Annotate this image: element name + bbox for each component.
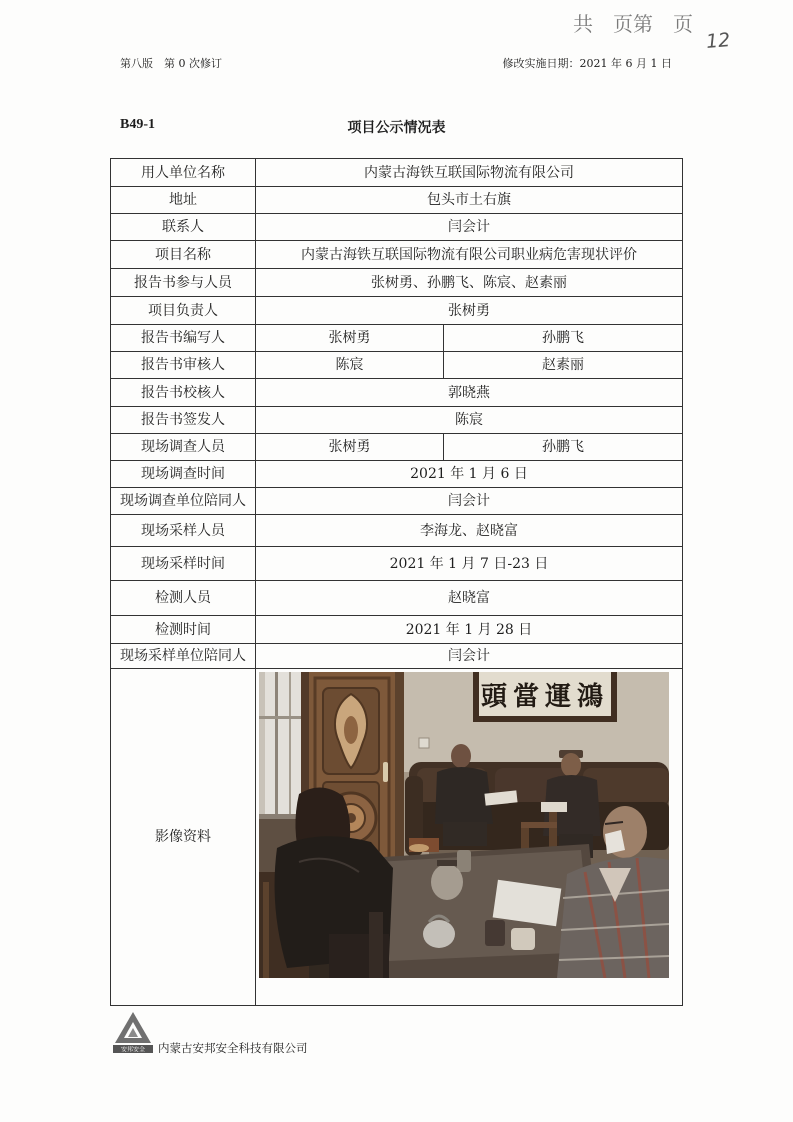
row-value-second: 孙鹏飞 <box>444 434 683 461</box>
row-label: 现场调查人员 <box>111 434 256 461</box>
report-issuer-row <box>111 407 683 434</box>
row-label: 报告书编写人 <box>111 325 256 352</box>
project-leader-row <box>111 297 683 325</box>
project-disclosure-table <box>110 158 683 1006</box>
row-value-second: 赵素丽 <box>444 352 683 379</box>
site-samplers-row <box>111 515 683 547</box>
row-label: 现场采样单位陪同人 <box>111 644 256 669</box>
row-label: 报告书审核人 <box>111 352 256 379</box>
report-writers-row <box>111 325 683 352</box>
row-value: 闫会计 <box>256 644 683 669</box>
row-value: 2021 年 1 月 7 日-23 日 <box>256 547 683 581</box>
row-value-second: 孙鹏飞 <box>444 325 683 352</box>
company-logo <box>112 1010 154 1054</box>
row-label: 用人单位名称 <box>111 159 256 187</box>
project-name-row <box>111 241 683 269</box>
effective-date: 修改实施日期：2021 年 6 月 1 日 <box>502 57 672 70</box>
row-value: 2021 年 1 月 6 日 <box>256 461 683 488</box>
edition-label: 第八版 第 0 次修订 <box>120 57 222 70</box>
row-label: 现场调查单位陪同人 <box>111 488 256 515</box>
row-label: 报告书参与人员 <box>111 269 256 297</box>
report-participants-row <box>111 269 683 297</box>
row-label: 地址 <box>111 187 256 214</box>
site-investigators-row <box>111 434 683 461</box>
employer-name-row <box>111 159 683 187</box>
row-label: 现场采样人员 <box>111 515 256 547</box>
testing-time-row <box>111 616 683 644</box>
image-record-row <box>111 669 683 1006</box>
logo-text: 安邦安全 <box>120 1046 146 1054</box>
row-value: 内蒙古海铁互联国际物流有限公司 <box>256 159 683 187</box>
row-value: 李海龙、赵晓富 <box>256 515 683 547</box>
row-value: 陈宸 <box>256 407 683 434</box>
row-label: 联系人 <box>111 214 256 241</box>
photo-tint <box>259 672 669 978</box>
row-label: 项目负责人 <box>111 297 256 325</box>
row-value-first: 陈宸 <box>256 352 444 379</box>
sampling-escort-row <box>111 644 683 669</box>
site-investigation-escort-row <box>111 488 683 515</box>
report-checker-row <box>111 379 683 407</box>
row-value-first: 张树勇 <box>256 325 444 352</box>
row-label: 现场采样时间 <box>111 547 256 581</box>
company-name: 内蒙古安邦安全科技有限公司 <box>158 1041 308 1055</box>
row-value: 内蒙古海铁互联国际物流有限公司职业病危害现状评价 <box>256 241 683 269</box>
testers-row <box>111 581 683 616</box>
contact-person-row <box>111 214 683 241</box>
row-label: 报告书签发人 <box>111 407 256 434</box>
row-value: 张树勇 <box>256 297 683 325</box>
row-value: 张树勇、孙鹏飞、陈宸、赵素丽 <box>256 269 683 297</box>
address-row <box>111 187 683 214</box>
row-label: 影像资料 <box>111 669 256 1006</box>
site-sampling-time-row <box>111 547 683 581</box>
row-value: 2021 年 1 月 28 日 <box>256 616 683 644</box>
row-label: 报告书校核人 <box>111 379 256 407</box>
page-title: 项目公示情况表 <box>347 120 446 136</box>
site-investigation-time-row <box>111 461 683 488</box>
row-label: 检测人员 <box>111 581 256 616</box>
row-value-first: 张树勇 <box>256 434 444 461</box>
form-code: B49-1 <box>120 117 155 132</box>
row-label: 项目名称 <box>111 241 256 269</box>
row-value: 闫会计 <box>256 214 683 241</box>
page-count-stamp: 共 页第 页 <box>573 12 693 36</box>
row-value: 赵晓富 <box>256 581 683 616</box>
row-label: 检测时间 <box>111 616 256 644</box>
site-photo <box>259 672 669 978</box>
handwritten-page-number: 12 <box>705 28 732 54</box>
photo-cell <box>256 669 683 1006</box>
row-label: 现场调查时间 <box>111 461 256 488</box>
row-value: 闫会计 <box>256 488 683 515</box>
row-value: 包头市土右旗 <box>256 187 683 214</box>
calligraphy-text: 頭當運鴻 <box>480 682 610 712</box>
report-reviewers-row <box>111 352 683 379</box>
row-value: 郭晓燕 <box>256 379 683 407</box>
